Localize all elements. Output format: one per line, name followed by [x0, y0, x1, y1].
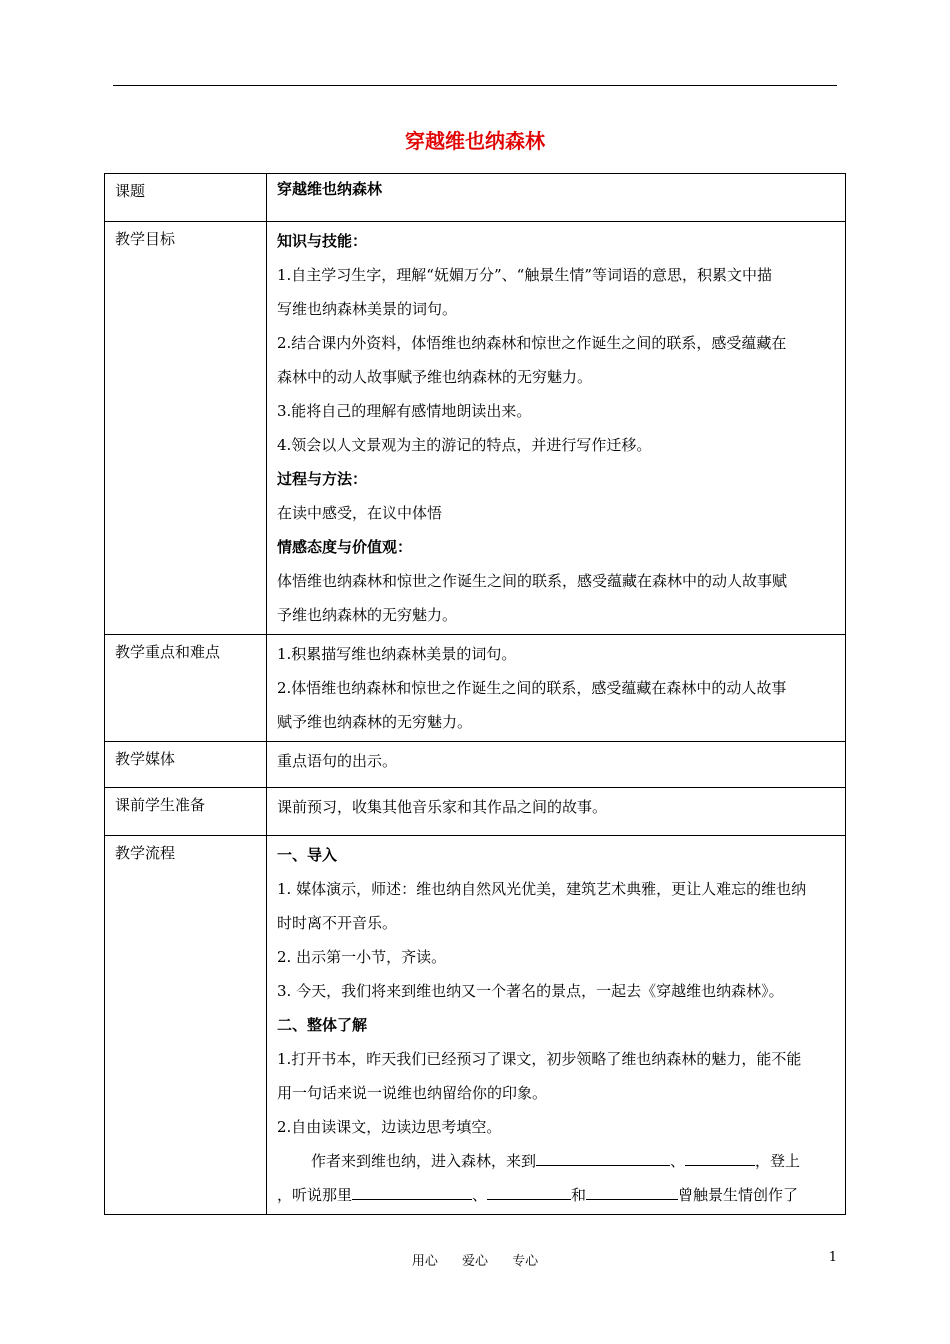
content-line: 穿越维也纳森林 — [277, 180, 383, 198]
content-line: 2.自由读课文，边读边思考填空。 — [277, 1118, 502, 1136]
content-line: 1. 媒体演示，师述：维也纳自然风光优美，建筑艺术典雅，更让人难忘的维也纳 — [277, 880, 807, 898]
content-line: 课前预习，收集其他音乐家和其作品之间的故事。 — [277, 798, 608, 816]
row-content — [267, 222, 846, 635]
content-line: 2.结合课内外资料，体悟维也纳森林和惊世之作诞生之间的联系，感受蕴藏在 — [277, 334, 787, 352]
fill-in-text: 作者来到维也纳，进入森林，来到 — [311, 1152, 537, 1170]
content-line: 1.积累描写维也纳森林美景的词句。 — [277, 645, 517, 663]
fill-in-blank — [586, 1183, 678, 1200]
content-line: 重点语句的出示。 — [277, 752, 398, 770]
table-row — [105, 836, 846, 1215]
content-line: 3.能将自己的理解有感情地朗读出来。 — [277, 402, 532, 420]
table-row — [105, 174, 846, 222]
fill-in-blank — [685, 1149, 755, 1166]
row-label: 教学媒体 — [105, 742, 267, 788]
content-line: 体悟维也纳森林和惊世之作诞生之间的联系，感受蕴藏在森林中的动人故事赋 — [277, 572, 788, 590]
fill-in-text: 、 — [472, 1186, 488, 1204]
fill-in-blank — [352, 1183, 472, 1200]
content-line: 1.打开书本，昨天我们已经预习了课文，初步领略了维也纳森林的魅力，能不能 — [277, 1050, 802, 1068]
row-label: 教学重点和难点 — [105, 635, 267, 742]
table-row — [105, 742, 846, 788]
row-label: 课前学生准备 — [105, 788, 267, 836]
row-label: 课题 — [105, 174, 267, 222]
fill-in-text: 曾触景生情创作了 — [678, 1186, 799, 1204]
table-row — [105, 222, 846, 635]
content-line: 1.自主学习生字，理解“妩媚万分”、“触景生情”等词语的意思，积累文中描 — [277, 266, 772, 284]
footer-item: 用心 — [411, 1254, 438, 1269]
footer — [0, 1250, 950, 1269]
content-line: 过程与方法： — [277, 470, 368, 488]
content-line: 时时离不开音乐。 — [277, 914, 398, 932]
page-number: 1 — [828, 1250, 837, 1265]
row-label: 教学流程 — [105, 836, 267, 1215]
content-line: 4.领会以人文景观为主的游记的特点，并进行写作迁移。 — [277, 436, 652, 454]
fill-in-text: ，登上 — [755, 1152, 801, 1170]
table-row — [105, 635, 846, 742]
row-label: 教学目标 — [105, 222, 267, 635]
content-line: 2.体悟维也纳森林和惊世之作诞生之间的联系，感受蕴藏在森林中的动人故事 — [277, 679, 787, 697]
row-content — [267, 742, 846, 788]
content-line: 写维也纳森林美景的词句。 — [277, 300, 458, 318]
table-row — [105, 788, 846, 836]
content-line: 用一句话来说一说维也纳留给你的印象。 — [277, 1084, 548, 1102]
header-rule — [113, 85, 837, 86]
content-line: 3. 今天，我们将来到维也纳又一个著名的景点，一起去《穿越维也纳森林》。 — [277, 982, 784, 1000]
footer-item: 爱心 — [461, 1254, 488, 1269]
content-line: 一、导入 — [277, 846, 338, 864]
content-line: 森林中的动人故事赋予维也纳森林的无穷魅力。 — [277, 368, 593, 386]
lesson-plan-table — [104, 173, 846, 1215]
content-line: 在读中感受，在议中体悟 — [277, 504, 443, 522]
fill-in-text: 、 — [670, 1152, 686, 1170]
row-content — [267, 174, 846, 222]
fill-in-line — [277, 1144, 837, 1178]
row-content — [267, 836, 846, 1215]
page-title: 穿越维也纳森林 — [405, 129, 545, 153]
content-line: 情感态度与价值观： — [277, 538, 413, 556]
row-content — [267, 788, 846, 836]
footer-item: 专心 — [512, 1254, 539, 1269]
content-line: 二、整体了解 — [277, 1016, 368, 1034]
content-line: 予维也纳森林的无穷魅力。 — [277, 606, 458, 624]
content-line: 2. 出示第一小节，齐读。 — [277, 948, 447, 966]
content-line: 赋予维也纳森林的无穷魅力。 — [277, 713, 473, 731]
fill-in-text: 和 — [571, 1186, 587, 1204]
fill-in-text: ，听说那里 — [277, 1186, 353, 1204]
fill-in-blank — [536, 1149, 670, 1166]
fill-in-line — [277, 1178, 837, 1212]
content-line: 知识与技能： — [277, 232, 368, 250]
row-content — [267, 635, 846, 742]
fill-in-blank — [487, 1183, 571, 1200]
